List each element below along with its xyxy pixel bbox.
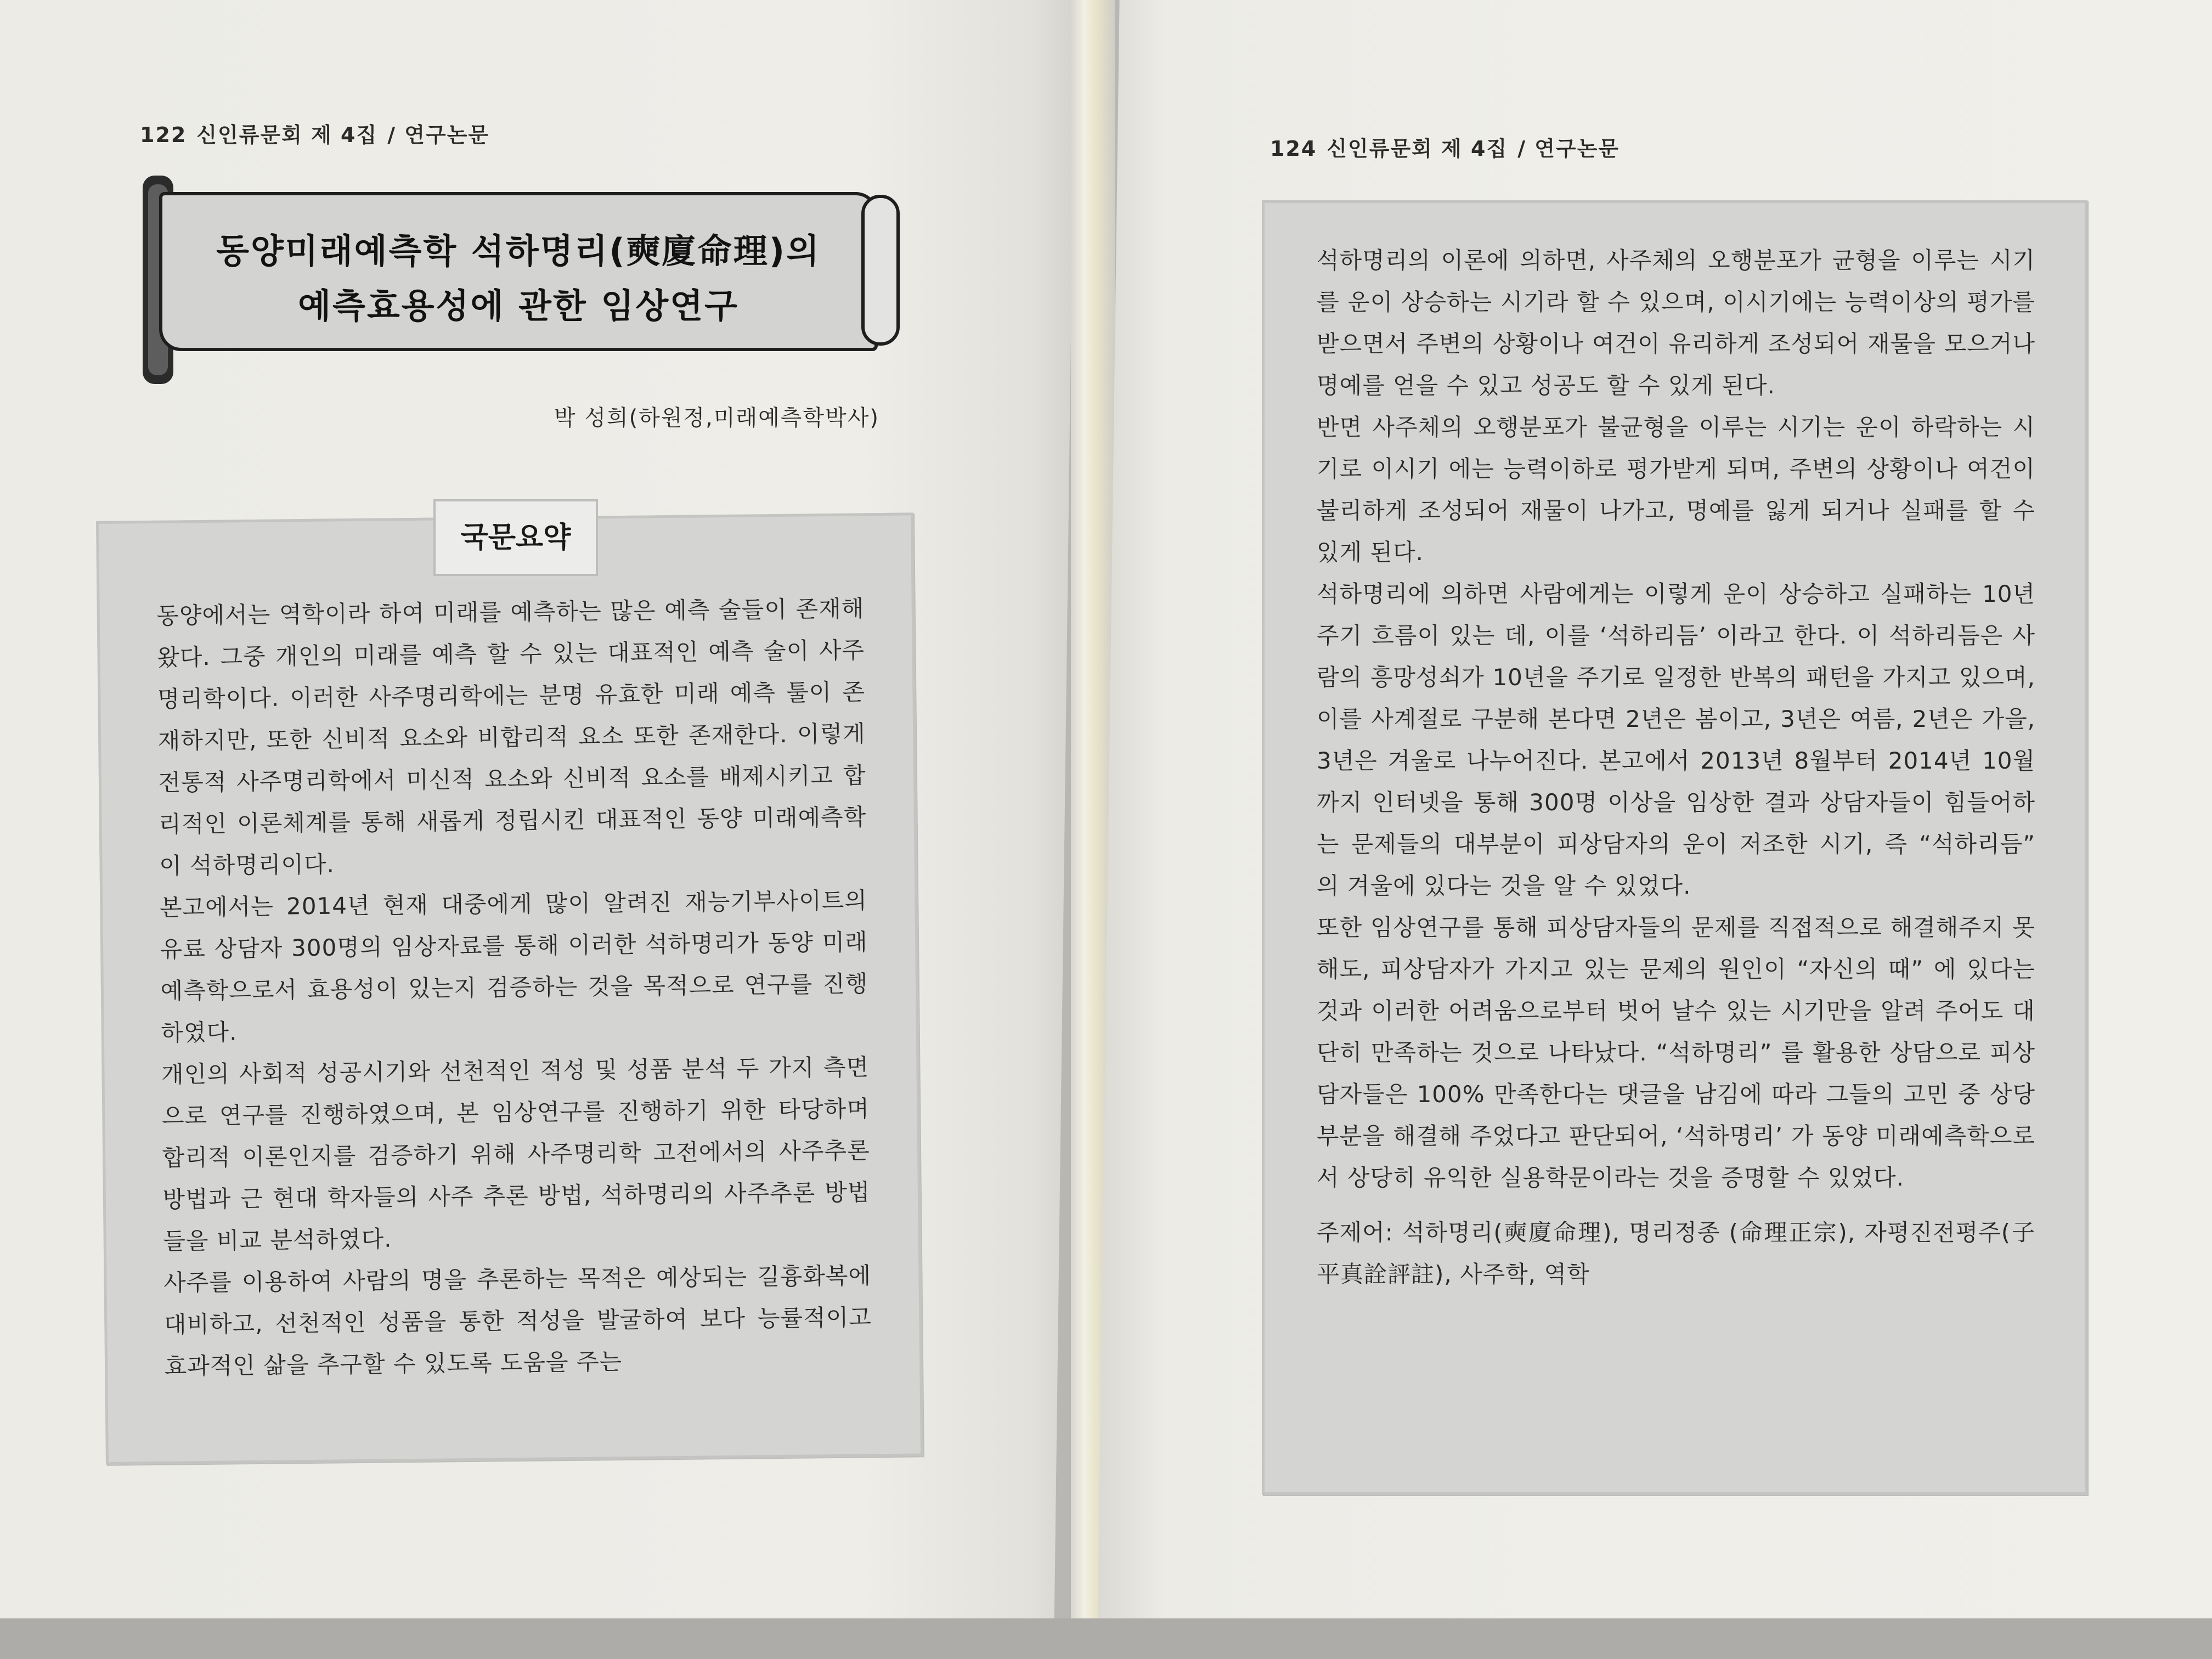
- paper-title-line-1: 동양미래예측학 석하명리(奭廈命理)의: [216, 231, 821, 271]
- left-series-name: 신인류문회 제 4집: [196, 123, 378, 147]
- left-page-number: 122: [140, 123, 187, 147]
- abstract-paragraph: 동양에서는 역학이라 하여 미래를 예측하는 많은 예측 술들이 존재해 왔다. 그중 개인의 미래를 예측 할 수 있는 대표적인 예측 술이 사주명리학이다. 이러한 사주명리학에는 분명 유효한 미래 예측 툴이 존재하지만, 또한 신비적 요소와 비합리적 요소 또한 존재한다. 이렇게 전통적 사주명리학에서 미신적 요소와 신비적 요소를 배제시키고 합리적인 이론체계를 통해 새롭게 정립시킨 대표적인 동양 미래예측학이 석하명리이다.: [156, 595, 867, 879]
- body-paragraph: 반면 사주체의 오행분포가 불균형을 이루는 시기는 운이 하락하는 시기로 이시기 에는 능력이하로 평가받게 되며, 주변의 상황이나 여건이 불리하게 조성되어 재물이 나가고, 명예를 잃게 되거나 실패를 할 수 있게 된다.: [1317, 414, 2035, 566]
- left-section-name: / 연구논문: [387, 123, 490, 147]
- abstract-paragraph: 본고에서는 2014년 현재 대중에게 많이 알려진 재능기부사이트의 유료 상담자 300명의 임상자료를 통해 이러한 석하명리가 동양 미래예측학으로서 효용성이 있는지 검증하는 것을 목적으로 연구를 진행하였다.: [159, 887, 868, 1046]
- right-series-name: 신인류문회 제 4집: [1327, 137, 1508, 161]
- author-line: 박 성희(하원정,미래예측학박사): [554, 405, 879, 431]
- right-page-number: 124: [1270, 137, 1317, 161]
- title-scroll: [132, 176, 911, 373]
- right-running-head: [1270, 132, 1629, 162]
- abstract-paragraph: 개인의 사회적 성공시기와 선천적인 적성 및 성품 분석 두 가지 측면으로 연구를 진행하였으며, 본 임상연구를 진행하기 위한 타당하며 합리적 이론인지를 검증하기 위해 사주명리학 고전에서의 사주추론 방법과 근 현대 학자들의 사주 추론 방법, 석하명리의 사주추론 방법들을 비교 분석하였다.: [161, 1053, 871, 1255]
- abstract-text: [156, 588, 872, 1387]
- abstract-paragraph: 사주를 이용하여 사람의 명을 추론하는 목적은 예상되는 길흉화복에 대비하고, 선천적인 성품을 통한 적성을 발굴하여 보다 능률적이고 효과적인 삶을 추구할 수 있도록 도움을 주는: [163, 1262, 872, 1380]
- table-surface: [0, 1618, 2212, 1659]
- body-paragraph: 석하명리에 의하면 사람에게는 이렇게 운이 상승하고 실패하는 10년주기 흐름이 있는 데, 이를 ‘석하리듬’ 이라고 한다. 이 석하리듬은 사람의 흥망성쇠가 10년을 주기로 일정한 반복의 패턴을 가지고 있으며, 이를 사계절로 구분해 본다면 2년은 봄이고, 3년은 여름, 2년은 가을, 3년은 겨울로 나누어진다. 본고에서 2013년 8월부터 2014년 10월까지 인터넷을 통해 300명 이상을 임상한 결과 상담자들이 힘들어하는 문제들의 대부분이 피상담자의 운이 저조한 시기, 즉 “석하리듬” 의 겨울에 있다는 것을 알 수 있었다.: [1317, 580, 2035, 899]
- left-running-head: [140, 118, 499, 148]
- abstract-continuation-text: [1317, 240, 2035, 1295]
- body-paragraph: 석하명리의 이론에 의하면, 사주체의 오행분포가 균형을 이루는 시기를 운이 상승하는 시기라 할 수 있으며, 이시기에는 능력이상의 평가를 받으면서 주변의 상황이나 여건이 유리하게 조성되어 재물을 모으거나 명예를 얻을 수 있고 성공도 할 수 있게 된다.: [1317, 247, 2035, 399]
- scroll-roll-icon: [861, 195, 900, 346]
- right-section-name: / 연구논문: [1517, 137, 1620, 161]
- paper-title-line-2: 예측효용성에 관한 임상연구: [298, 286, 739, 326]
- abstract-heading: 국문요약: [433, 499, 598, 576]
- body-paragraph: 또한 임상연구를 통해 피상담자들의 문제를 직접적으로 해결해주지 못해도, 피상담자가 가지고 있는 문제의 원인이 “자신의 때” 에 있다는 것과 이러한 어려움으로부터 벗어 날수 있는 시기만을 알려 주어도 대단히 만족하는 것으로 나타났다. “석하명리” 를 활용한 상담으로 피상담자들은 100% 만족한다는 댓글을 남김에 따라 그들의 고민 중 상당부분을 해결해 주었다고 판단되어, ‘석하명리’ 가 동양 미래예측학으로서 상당히 유익한 실용학문이라는 것을 증명할 수 있었다.: [1317, 914, 2035, 1191]
- keywords-line: 주제어: 석하명리(奭廈命理), 명리정종 (命理正宗), 자평진전평주(子平真詮評註), 사주학, 역학: [1317, 1219, 2035, 1288]
